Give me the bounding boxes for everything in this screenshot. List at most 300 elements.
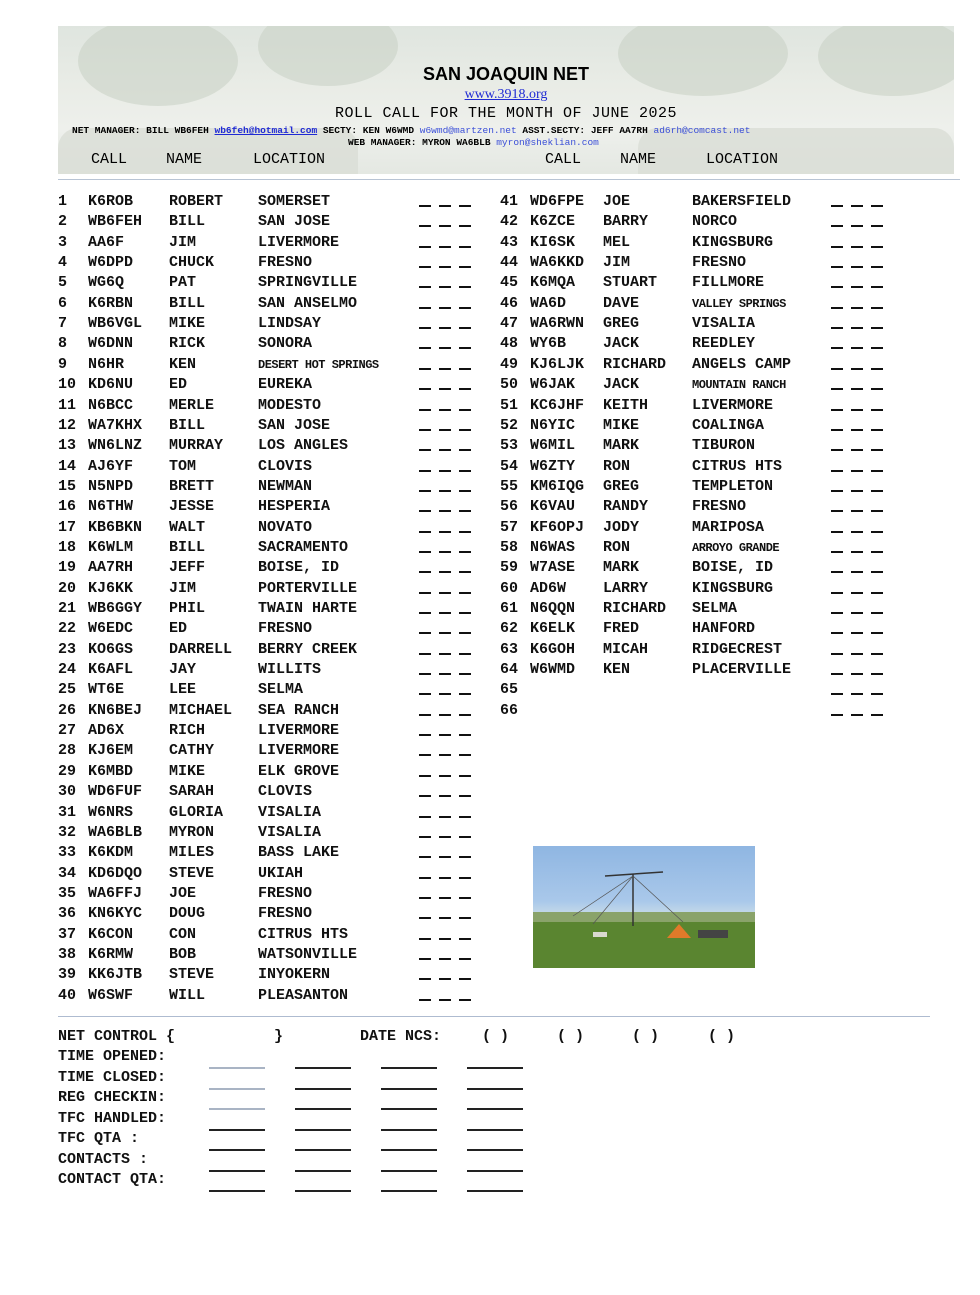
asst-secty-email-link[interactable]: ad6rh@comcast.net [653, 125, 751, 136]
row-number: 51 [500, 396, 519, 414]
operator-name: WALT [169, 518, 206, 536]
row-number: 12 [58, 416, 77, 434]
operator-name: KEITH [603, 396, 649, 414]
call-sign: AA7RH [88, 559, 134, 577]
checkin-mark-blanks[interactable] [419, 543, 475, 555]
location: TWAIN HARTE [258, 600, 358, 617]
location: KINGSBURG [692, 579, 774, 597]
footer-entry-line[interactable] [295, 1088, 351, 1090]
checkin-mark-blanks[interactable] [419, 706, 475, 718]
call-sign: WD6FPE [530, 193, 585, 210]
checkin-mark-blanks[interactable] [831, 482, 887, 494]
checkin-mark-blanks[interactable] [831, 360, 887, 372]
operator-name: MIKE [169, 762, 206, 780]
call-sign: KN6BEJ [88, 701, 143, 719]
operator-name: BILL [169, 294, 206, 312]
checkin-mark-blanks[interactable] [419, 380, 475, 392]
footer-entry-line[interactable] [209, 1190, 265, 1192]
checkin-mark-blanks[interactable] [419, 767, 475, 779]
location: HANFORD [692, 620, 756, 638]
footer-entry-line[interactable] [381, 1088, 437, 1090]
web-manager-email-link[interactable]: myron@sheklian.com [496, 137, 599, 148]
row-number: 44 [500, 254, 519, 272]
footer-entry-line[interactable] [381, 1129, 437, 1131]
header-divider [58, 179, 960, 180]
call-sign: KM6IQG [530, 477, 585, 495]
row-number: 6 [58, 294, 68, 312]
operator-name: JACK [603, 376, 640, 394]
location: SOMERSET [258, 193, 331, 210]
location: SAN JOSE [258, 213, 331, 231]
checkin-mark-blanks[interactable] [831, 604, 887, 616]
checkin-mark-blanks[interactable] [419, 217, 475, 229]
location: TIBURON [692, 437, 756, 455]
location: FRESNO [692, 498, 747, 516]
checkin-mark-blanks[interactable] [419, 787, 475, 799]
row-number: 24 [58, 661, 77, 679]
checkin-mark-blanks[interactable] [831, 339, 887, 351]
row-number: 63 [500, 640, 519, 658]
location: SAN JOSE [258, 416, 331, 434]
checkin-mark-blanks[interactable] [831, 380, 887, 392]
location: NOVATO [258, 518, 313, 536]
operator-name: GREG [603, 477, 640, 495]
checkin-mark-blanks[interactable] [419, 319, 475, 331]
checkin-mark-blanks[interactable] [419, 584, 475, 596]
checkin-mark-blanks[interactable] [419, 848, 475, 860]
call-sign: W6SWF [88, 986, 134, 1004]
checkin-mark-blanks[interactable] [419, 563, 475, 575]
row-number: 34 [58, 864, 77, 882]
row-number: 23 [58, 640, 77, 658]
row-number: 10 [58, 376, 77, 394]
operator-name: JEFF [169, 559, 206, 577]
checkin-mark-blanks[interactable] [419, 950, 475, 962]
checkin-mark-blanks[interactable] [419, 258, 475, 270]
location: PLACERVILLE [692, 661, 792, 679]
row-number: 31 [58, 803, 77, 821]
checkin-mark-blanks[interactable] [831, 584, 887, 596]
checkin-mark-blanks[interactable] [419, 604, 475, 616]
row-number: 47 [500, 315, 519, 333]
footer-entry-line[interactable] [295, 1108, 351, 1110]
location: MARIPOSA [692, 518, 765, 536]
footer-entry-line[interactable] [209, 1067, 265, 1069]
operator-name: STEVE [169, 864, 215, 882]
operator-name: JOE [603, 193, 631, 210]
checkin-mark-blanks[interactable] [831, 278, 887, 290]
operator-name: BARRY [603, 213, 649, 231]
checkin-mark-blanks[interactable] [419, 462, 475, 474]
footer-entry-line[interactable] [295, 1067, 351, 1069]
call-sign: W6EDC [88, 620, 134, 638]
row-number: 46 [500, 294, 519, 312]
date-ncs-slot[interactable]: ( ) [482, 1028, 510, 1045]
location: WILLITS [258, 661, 322, 679]
checkin-mark-blanks[interactable] [419, 299, 475, 311]
location: FRESNO [258, 884, 313, 902]
row-number: 4 [58, 254, 68, 272]
checkin-mark-blanks[interactable] [419, 685, 475, 697]
date-ncs-slot[interactable]: ( ) [632, 1028, 660, 1045]
page-title: SAN JOAQUIN NET [422, 64, 590, 84]
call-sign: WY6B [530, 335, 567, 353]
operator-name: SARAH [169, 783, 215, 801]
location: EUREKA [258, 376, 313, 394]
row-number: 8 [58, 335, 68, 353]
operator-name: MICHAEL [169, 701, 233, 719]
footer-entry-line[interactable] [209, 1108, 265, 1110]
call-sign: K6RBN [88, 294, 134, 312]
date-ncs-slot[interactable]: ( ) [557, 1028, 585, 1045]
call-sign: KI6SK [530, 233, 576, 251]
checkin-mark-blanks[interactable] [831, 319, 887, 331]
location: KINGSBURG [692, 233, 774, 251]
row-number: 19 [58, 559, 77, 577]
net-control-close: } [274, 1028, 284, 1045]
operator-name: STEVE [169, 966, 215, 984]
secty-email-link[interactable]: w6wmd@martzen.net [419, 125, 517, 136]
row-number: 55 [500, 477, 519, 495]
checkin-mark-blanks[interactable] [831, 543, 887, 555]
call-sign: K6MQA [530, 274, 576, 292]
row-number: 32 [58, 823, 77, 841]
footer-entry-line[interactable] [467, 1129, 523, 1131]
location: DESERT HOT SPRINGS [258, 357, 379, 372]
call-sign: W6JAK [530, 376, 576, 394]
operator-name: BILL [169, 416, 206, 434]
call-sign: K6ZCE [530, 213, 576, 231]
asst-secty-label: ASST.SECTY: JEFF AA7RH [522, 125, 648, 136]
operator-name: STUART [603, 274, 658, 292]
checkin-mark-blanks[interactable] [419, 909, 475, 921]
location: LIVERMORE [692, 396, 774, 414]
operator-name: TOM [169, 457, 197, 475]
antenna-field-photo [533, 846, 755, 968]
checkin-mark-blanks[interactable] [831, 502, 887, 514]
operator-name: CON [169, 925, 197, 943]
row-number: 43 [500, 233, 519, 251]
footer-entry-line[interactable] [209, 1088, 265, 1090]
checkin-mark-blanks[interactable] [419, 401, 475, 413]
row-number: 22 [58, 620, 77, 638]
row-number: 45 [500, 274, 519, 292]
call-sign: KJ6KK [88, 579, 134, 597]
row-number: 65 [500, 681, 519, 699]
call-sign: N6HR [88, 355, 125, 373]
footer-entry-line[interactable] [467, 1088, 523, 1090]
call-sign: WG6Q [88, 274, 125, 292]
operator-name: RICHARD [603, 600, 667, 617]
checkin-mark-blanks[interactable] [831, 523, 887, 535]
operator-name: BILL [169, 538, 206, 556]
location: LIVERMORE [258, 722, 340, 740]
call-sign: WT6E [88, 681, 125, 699]
checkin-mark-blanks[interactable] [419, 665, 475, 677]
operator-name: ROBERT [169, 193, 224, 210]
location: BOISE, ID [692, 559, 774, 577]
operator-name: MURRAY [169, 437, 224, 455]
footer-entry-line[interactable] [467, 1149, 523, 1151]
footer-entry-line[interactable] [381, 1149, 437, 1151]
checkin-mark-blanks[interactable] [419, 624, 475, 636]
checkin-mark-blanks[interactable] [419, 889, 475, 901]
row-number: 16 [58, 498, 77, 516]
row-number: 7 [58, 315, 68, 333]
row-number: 30 [58, 783, 77, 801]
row-number: 54 [500, 457, 519, 475]
checkin-mark-blanks[interactable] [831, 665, 887, 677]
location: FRESNO [692, 254, 747, 272]
footer-field-label: TFC HANDLED: [58, 1109, 167, 1127]
location: LIVERMORE [258, 233, 340, 251]
call-sign: K6AFL [88, 661, 134, 679]
footer-entry-line[interactable] [381, 1170, 437, 1172]
operator-name: WILL [169, 986, 206, 1004]
location: BAKERSFIELD [692, 193, 792, 210]
call-sign: AJ6YF [88, 457, 134, 475]
call-sign: K6MBD [88, 762, 134, 780]
checkin-mark-blanks[interactable] [419, 523, 475, 535]
checkin-mark-blanks[interactable] [831, 421, 887, 433]
row-number: 17 [58, 518, 77, 536]
row-number: 35 [58, 884, 77, 902]
checkin-mark-blanks[interactable] [419, 238, 475, 250]
location: TEMPLETON [692, 477, 774, 495]
checkin-mark-blanks[interactable] [831, 258, 887, 270]
row-number: 1 [58, 193, 68, 210]
call-sign: KF6OPJ [530, 518, 585, 536]
call-sign: WB6GGY [88, 600, 143, 617]
checkin-mark-blanks[interactable] [831, 299, 887, 311]
footer-entry-line[interactable] [295, 1190, 351, 1192]
net-manager-email-link[interactable]: wb6feh@hotmail.com [214, 125, 318, 136]
operator-name: GREG [603, 315, 640, 333]
footer-entry-line[interactable] [209, 1170, 265, 1172]
footer-entry-line[interactable] [295, 1129, 351, 1131]
call-sign: W6NRS [88, 803, 134, 821]
checkin-mark-blanks[interactable] [831, 563, 887, 575]
row-number: 53 [500, 437, 519, 455]
location: PLEASANTON [258, 986, 349, 1004]
row-number: 2 [58, 213, 68, 231]
row-number: 66 [500, 701, 519, 719]
footer-entry-line[interactable] [381, 1108, 437, 1110]
checkin-mark-blanks[interactable] [831, 238, 887, 250]
checkin-mark-blanks[interactable] [419, 360, 475, 372]
row-number: 5 [58, 274, 68, 292]
call-sign: AD6X [88, 722, 125, 740]
website-link[interactable]: www.3918.org [464, 87, 548, 102]
location: FILLMORE [692, 274, 765, 292]
location: BASS LAKE [258, 844, 340, 862]
checkin-mark-blanks[interactable] [419, 482, 475, 494]
checkin-mark-blanks[interactable] [419, 970, 475, 982]
operator-name: MYRON [169, 823, 215, 841]
call-sign: WB6FEH [88, 213, 143, 231]
location: VISALIA [258, 823, 322, 841]
row-number: 33 [58, 844, 77, 862]
checkin-mark-blanks[interactable] [831, 645, 887, 657]
call-sign: WA6KKD [530, 254, 585, 272]
date-ncs-label: DATE NCS: [360, 1028, 442, 1045]
footer-entry-line[interactable] [381, 1067, 437, 1069]
checkin-mark-blanks[interactable] [831, 706, 887, 718]
operator-name: DOUG [169, 905, 206, 923]
location: MOUNTAIN RANCH [692, 378, 786, 393]
checkin-mark-blanks[interactable] [831, 401, 887, 413]
row-number: 58 [500, 538, 519, 556]
location: NORCO [692, 213, 738, 231]
checkin-mark-blanks[interactable] [419, 726, 475, 738]
checkin-mark-blanks[interactable] [419, 808, 475, 820]
checkin-mark-blanks[interactable] [419, 502, 475, 514]
operator-name: LEE [169, 681, 197, 699]
row-number: 38 [58, 945, 77, 963]
date-ncs-slot[interactable]: ( ) [708, 1028, 736, 1045]
location: FRESNO [258, 620, 313, 638]
operator-name: BOB [169, 945, 197, 963]
location: SAN ANSELMO [258, 294, 358, 312]
call-sign: KD6DQO [88, 864, 143, 882]
footer-entry-line[interactable] [467, 1190, 523, 1192]
operator-name: CHUCK [169, 254, 215, 272]
location: PORTERVILLE [258, 579, 358, 597]
call-sign: WA6D [530, 294, 567, 312]
checkin-mark-blanks[interactable] [831, 217, 887, 229]
location: LIVERMORE [258, 742, 340, 760]
call-sign: WD6FUF [88, 783, 143, 801]
call-sign: K6KDM [88, 844, 134, 862]
column-header-location-left: LOCATION [253, 151, 326, 168]
operator-name: JAY [169, 661, 197, 679]
location: MODESTO [258, 396, 322, 414]
checkin-mark-blanks[interactable] [831, 462, 887, 474]
call-sign: K6WLM [88, 538, 134, 556]
operator-name: RICHARD [603, 355, 667, 373]
footer-entry-line[interactable] [209, 1129, 265, 1131]
footer-divider [58, 1016, 930, 1017]
net-manager-label: NET MANAGER: BILL WB6FEH [72, 125, 209, 136]
operator-name: JIM [169, 233, 197, 251]
location: INYOKERN [258, 966, 331, 984]
location: CLOVIS [258, 783, 313, 801]
operator-name: MIKE [603, 416, 640, 434]
footer-entry-line[interactable] [295, 1170, 351, 1172]
call-sign: W6MIL [530, 437, 576, 455]
footer-entry-line[interactable] [381, 1190, 437, 1192]
row-number: 42 [500, 213, 519, 231]
checkin-mark-blanks[interactable] [419, 746, 475, 758]
row-number: 56 [500, 498, 519, 516]
location: RIDGECREST [692, 640, 783, 658]
operator-name: BILL [169, 213, 206, 231]
location: VALLEY SPRINGS [692, 296, 786, 311]
footer-entry-line[interactable] [467, 1170, 523, 1172]
operator-name: PAT [169, 274, 197, 292]
row-number: 52 [500, 416, 519, 434]
call-sign: WN6LNZ [88, 437, 143, 455]
checkin-mark-blanks[interactable] [419, 645, 475, 657]
operator-name: PHIL [169, 600, 206, 617]
call-sign: K6ROB [88, 193, 134, 210]
location: SPRINGVILLE [258, 274, 358, 292]
checkin-mark-blanks[interactable] [831, 441, 887, 453]
row-number: 28 [58, 742, 77, 760]
checkin-mark-blanks[interactable] [419, 991, 475, 1003]
call-sign: WB6VGL [88, 315, 143, 333]
checkin-mark-blanks[interactable] [831, 197, 887, 209]
call-sign: KD6NU [88, 376, 134, 394]
checkin-mark-blanks[interactable] [419, 278, 475, 290]
footer-entry-line[interactable] [209, 1149, 265, 1151]
call-sign: WA6FFJ [88, 884, 143, 902]
checkin-mark-blanks[interactable] [419, 930, 475, 942]
roll-call-heading: ROLL CALL FOR THE MONTH OF JUNE 2025 [334, 105, 678, 122]
location: LOS ANGLES [258, 437, 349, 455]
row-number: 37 [58, 925, 77, 943]
call-sign: W7ASE [530, 559, 576, 577]
operator-name: ED [169, 620, 188, 638]
call-sign: N6YIC [530, 416, 576, 434]
operator-name: MERLE [169, 396, 215, 414]
checkin-mark-blanks[interactable] [419, 828, 475, 840]
location: WATSONVILLE [258, 945, 358, 963]
row-number: 11 [58, 396, 77, 414]
footer-field-label: TFC QTA : [58, 1130, 140, 1147]
checkin-mark-blanks[interactable] [419, 421, 475, 433]
operator-name: MICAH [603, 640, 649, 658]
location: ELK GROVE [258, 762, 340, 780]
call-sign: AA6F [88, 233, 125, 251]
footer-entry-line[interactable] [467, 1067, 523, 1069]
location: SONORA [258, 335, 313, 353]
row-number: 40 [58, 986, 77, 1004]
call-sign: WA6BLB [88, 823, 143, 841]
checkin-mark-blanks[interactable] [831, 624, 887, 636]
operator-name: MEL [603, 233, 631, 251]
location: BERRY CREEK [258, 640, 358, 658]
column-header-location-right: LOCATION [706, 151, 779, 168]
operator-name: MARK [603, 437, 640, 455]
checkin-mark-blanks[interactable] [419, 197, 475, 209]
operator-name: RON [603, 538, 631, 556]
footer-field-label: CONTACT QTA: [58, 1171, 167, 1188]
location: SEA RANCH [258, 701, 340, 719]
location: REEDLEY [692, 335, 756, 353]
web-manager-label: WEB MANAGER: MYRON WA6BLB [348, 137, 491, 148]
checkin-mark-blanks[interactable] [419, 869, 475, 881]
footer-entry-line[interactable] [467, 1108, 523, 1110]
location: VISALIA [258, 803, 322, 821]
operator-name: RON [603, 457, 631, 475]
row-number: 57 [500, 518, 519, 536]
call-sign: N6WAS [530, 538, 576, 556]
row-number: 14 [58, 457, 77, 475]
operator-name: JODY [603, 518, 640, 536]
row-number: 64 [500, 661, 519, 679]
location: FRESNO [258, 254, 313, 272]
checkin-mark-blanks[interactable] [419, 339, 475, 351]
call-sign: AD6W [530, 579, 567, 597]
call-sign: W6ZTY [530, 457, 576, 475]
call-sign: K6RMW [88, 945, 134, 963]
column-header-call-right: CALL [545, 151, 582, 168]
checkin-mark-blanks[interactable] [831, 685, 887, 697]
footer-entry-line[interactable] [295, 1149, 351, 1151]
row-number: 9 [58, 355, 68, 373]
checkin-mark-blanks[interactable] [419, 441, 475, 453]
